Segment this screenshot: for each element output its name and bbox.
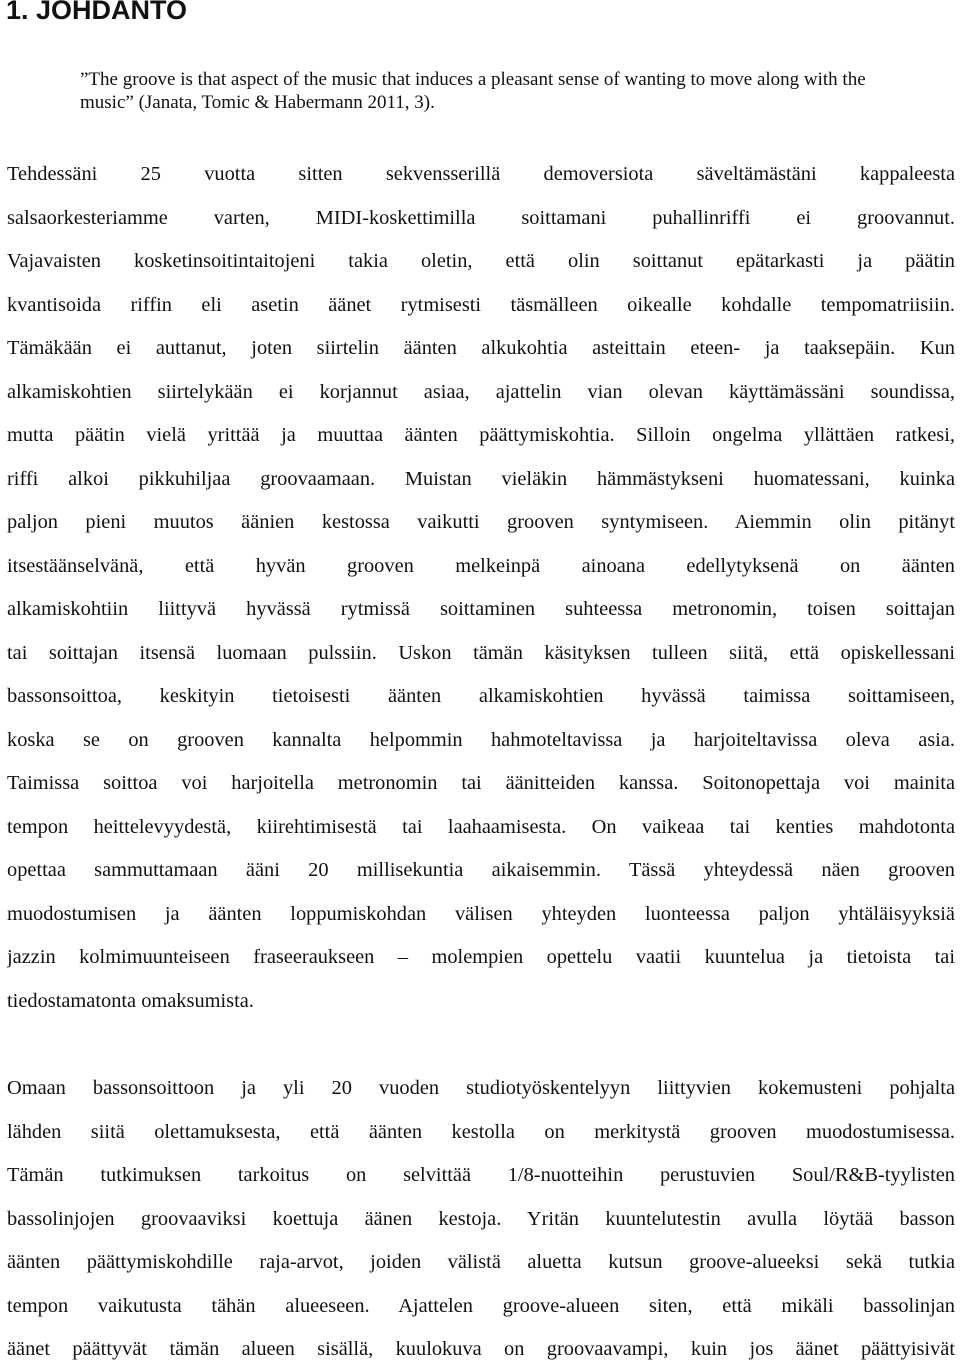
text-line: salsaorkesteriamme varten, MIDI-koskettimilla soittamani puhallinriffi ei groovannut. — [7, 206, 955, 229]
text-line: alkamiskohtiin liittyvä hyvässä rytmissä soittaminen suhteessa metronomin, toisen soittajan — [7, 598, 955, 620]
text-line: jazzin kolmimuunteiseen fraseeraukseen – molempien opettelu vaatii kuuntelua ja tietoista tai — [7, 946, 955, 968]
quote-line: ”The groove is that aspect of the music that induces a pleasant sense of wanting to move along with the — [80, 69, 866, 90]
text-line: äänet päättyvät tämän alueen sisällä, kuulokuva on groovaavampi, kuin jos äänet päättyisivät — [7, 1338, 955, 1360]
text-line: Taimissa soittoa voi harjoitella metronomin tai äänitteiden kanssa. Soitonopettaja voi mainita — [7, 772, 955, 794]
text-line: bassolinjojen groovaaviksi koettuja äänen kestoja. Yritän kuuntelutestin avulla löytää basson — [7, 1207, 955, 1230]
text-line: mutta päätin vielä yrittää ja muuttaa äänten päättymiskohtia. Silloin ongelma yllättäen ratkesi, — [7, 424, 955, 446]
text-line: riffi alkoi pikkuhiljaa groovaamaan. Muistan vieläkin hämmästykseni huomatessani, kuinka — [7, 467, 955, 490]
text-line: Tämäkään ei auttanut, joten siirtelin äänten alkukohtia asteittain eteen- ja taaksepäin. Kun — [7, 337, 955, 359]
text-line: koska se on grooven kannalta helpommin hahmoteltavissa ja harjoiteltavissa oleva asia. — [7, 728, 955, 751]
paragraph-1 — [7, 153, 955, 1023]
text-line: tempon heittelevyydestä, kiirehtimisestä tai laahaamisesta. On vaikeaa tai kenties mahdotonta — [7, 815, 955, 838]
text-line: tempon vaikutusta tähän alueeseen. Ajattelen groove-alueen siten, että mikäli bassolinjan — [7, 1294, 955, 1317]
text-line: tai soittajan itsensä luomaan pulssiin. Uskon tämän käsityksen tulleen siitä, että opiskellessani — [7, 641, 955, 664]
paragraph-2 — [7, 1067, 955, 1372]
text-line: tiedostamatonta omaksumista. — [7, 989, 254, 1012]
text-line: Tehdessäni 25 vuotta sitten sekvensserillä demoversiota säveltämästäni kappaleesta — [7, 163, 955, 185]
text-line: paljon pieni muutos äänien kestossa vaikutti grooven syntymiseen. Aiemmin olin pitänyt — [7, 511, 955, 533]
text-line: alkamiskohtien siirtelykään ei korjannut asiaa, ajattelin vian olevan käyttämässäni soundissa, — [7, 380, 955, 403]
text-line: äänten päättymiskohdille raja-arvot, joiden välistä aluetta kutsun groove-alueeksi sekä tutkia — [7, 1251, 955, 1273]
text-line: Vajavaisten kosketinsoitintaitojeni takia oletin, että olin soittanut epätarkasti ja päätin — [7, 250, 955, 272]
text-line: Tämän tutkimuksen tarkoitus on selvittää 1/8-nuotteihin perustuvien Soul/R&B-tyylisten — [7, 1164, 955, 1186]
epigraph-quote — [80, 68, 952, 114]
quote-line: music” (Janata, Tomic & Habermann 2011, 3). — [80, 92, 435, 113]
text-line: muodostumisen ja äänten loppumiskohdan välisen yhteyden luonteessa paljon yhtäläisyyksiä — [7, 902, 955, 925]
text-line: kvantisoida riffin eli asetin äänet rytmisesti täsmälleen oikealle kohdalle tempomatriisiin. — [7, 293, 955, 316]
text-line: bassonsoittoa, keskityin tietoisesti äänten alkamiskohtien hyvässä taimissa soittamiseen, — [7, 685, 955, 707]
chapter-heading: 1. JOHDANTO — [6, 0, 188, 25]
text-line: lähden siitä olettamuksesta, että äänten kestolla on merkitystä grooven muodostumisessa. — [7, 1120, 955, 1143]
text-line: opettaa sammuttamaan ääni 20 millisekuntia aikaisemmin. Tässä yhteydessä näen grooven — [7, 859, 955, 881]
text-line: itsestäänselvänä, että hyvän grooven melkeinpä ainoana edellytyksenä on äänten — [7, 554, 955, 577]
text-line: Omaan bassonsoittoon ja yli 20 vuoden studiotyöskentelyyn liittyvien kokemusteni pohjalta — [7, 1077, 955, 1099]
